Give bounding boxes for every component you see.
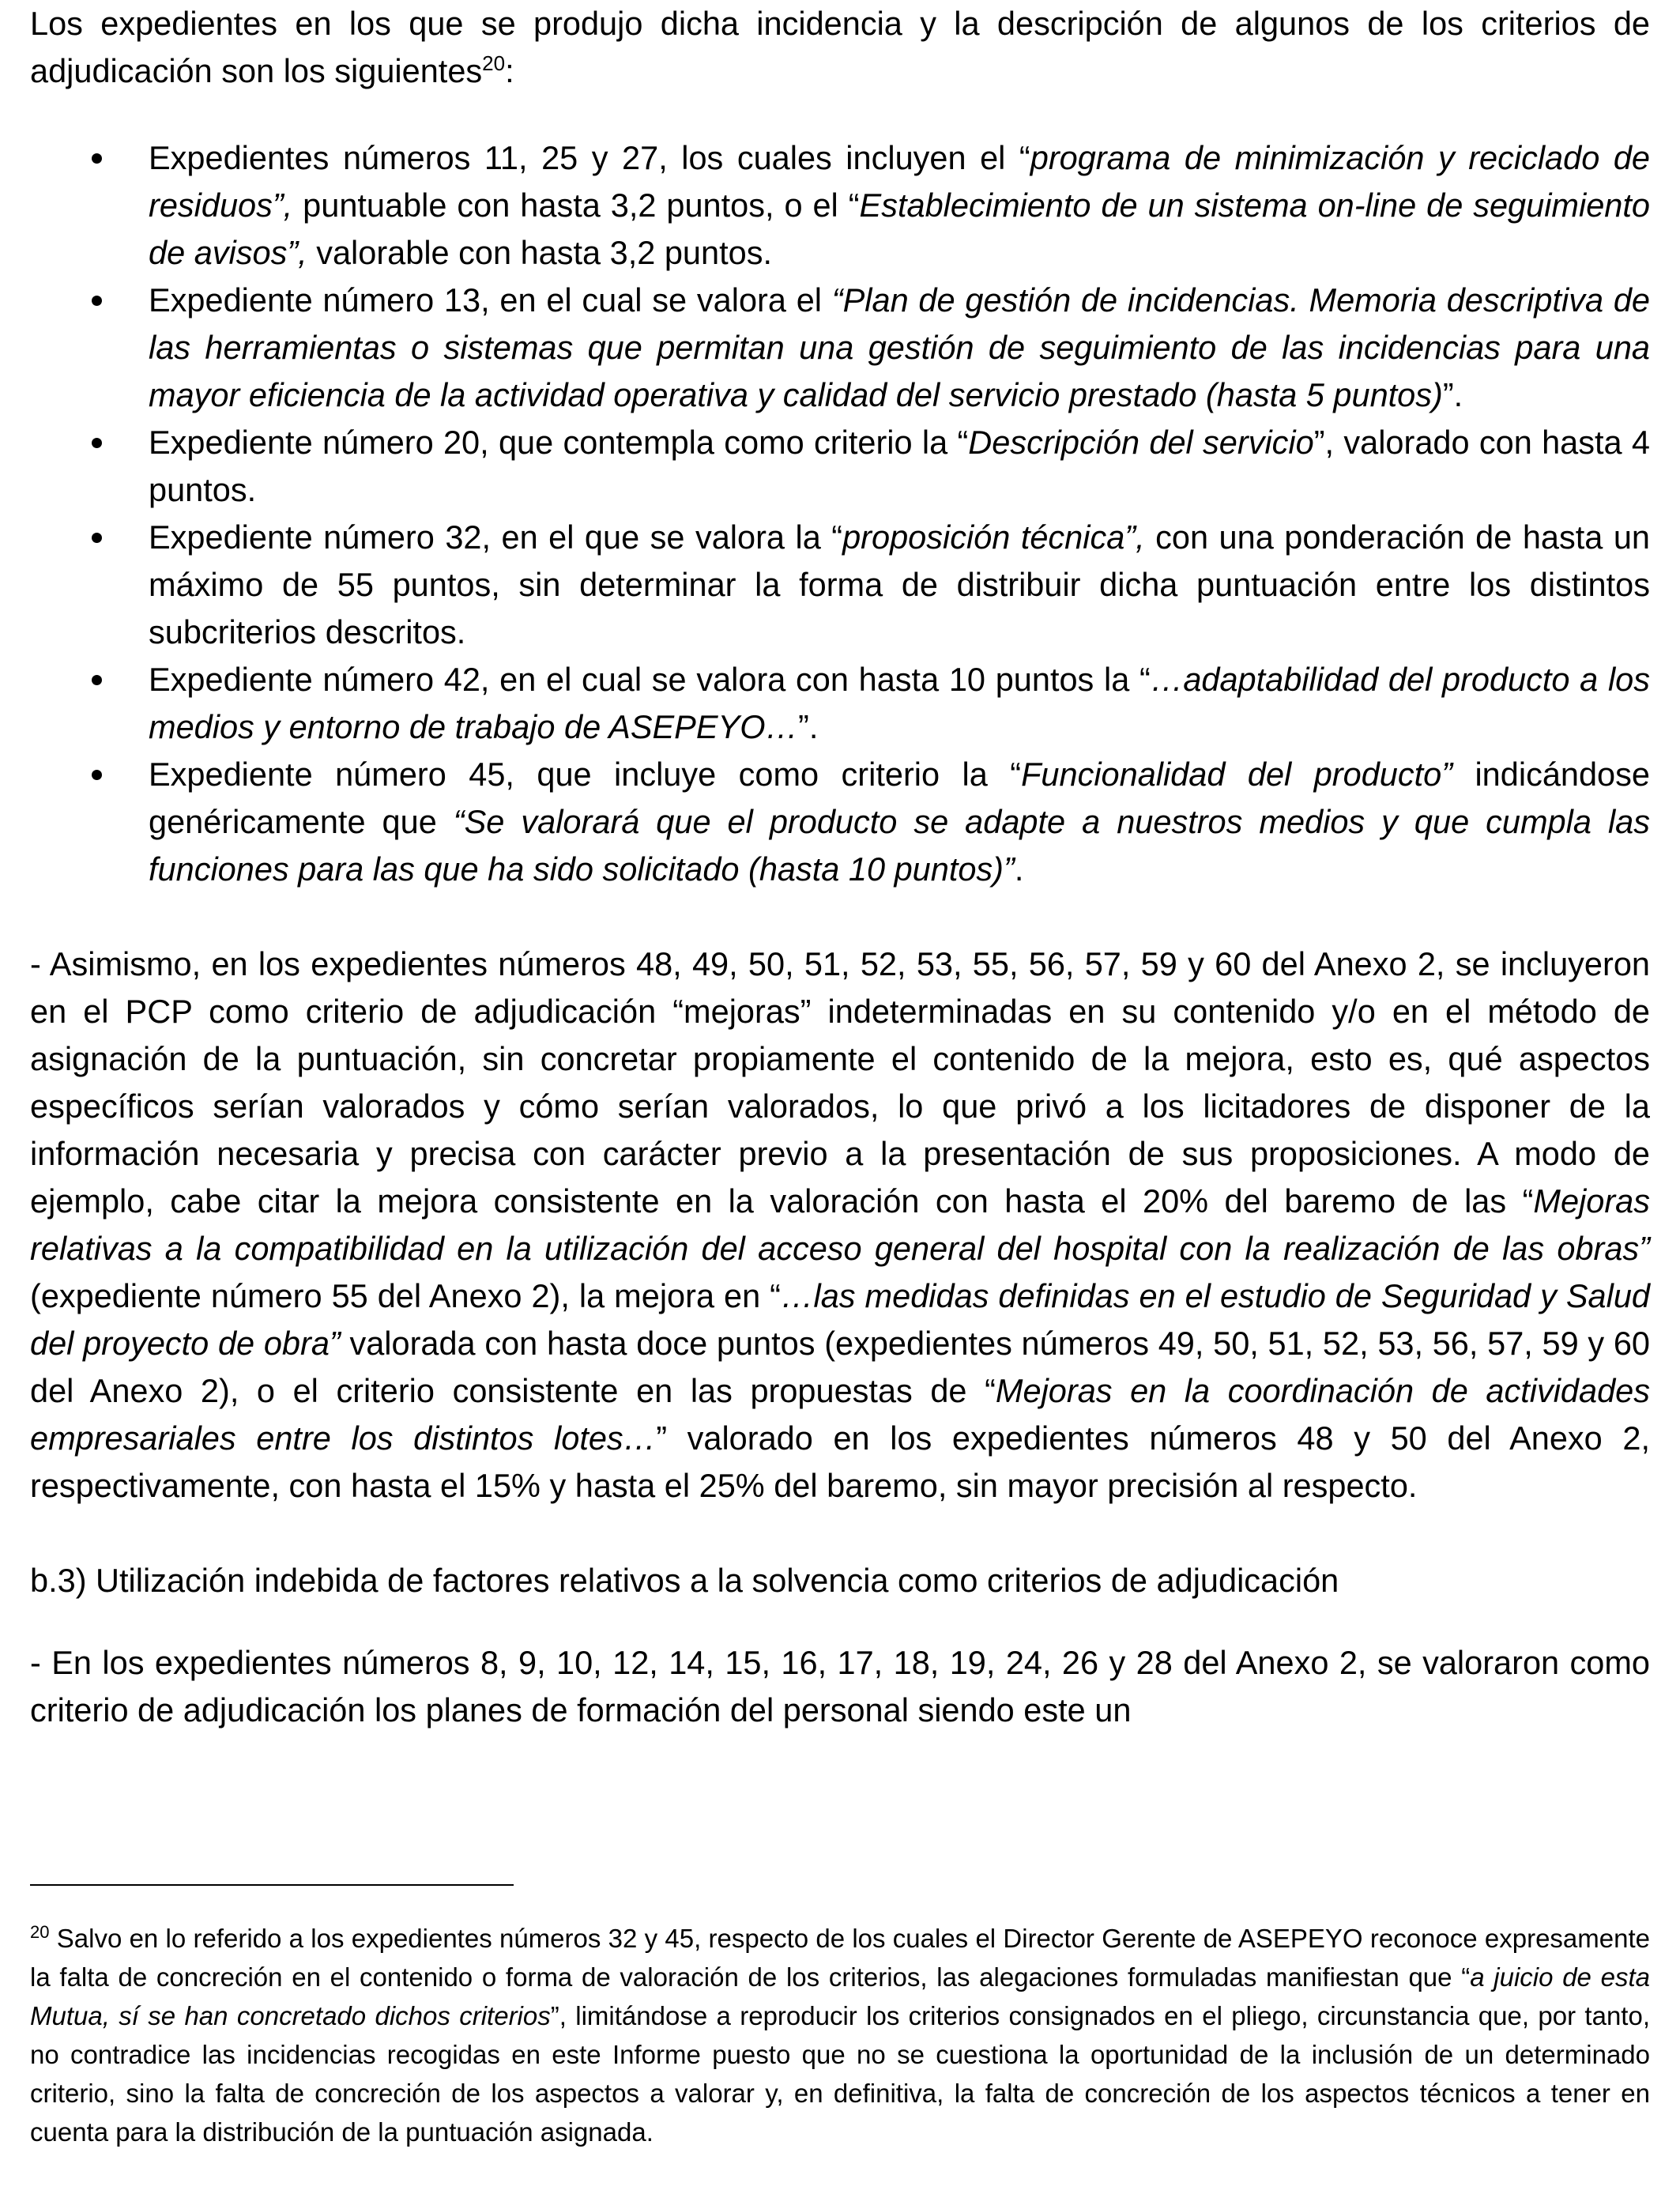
mejoras-paragraph: - Asimismo, en los expedientes números 48, 49, 50, 51, 52, 53, 55, 56, 57, 59 y 60 del Anexo 2, se incluyeron en el PCP como criterio de adjudicación “mejoras” indeterminadas en su contenido y/o en el método de asignación de la puntuación, sin concretar propiamente el contenido de la mejora, esto es, qué aspectos específicos serían valorados y cómo serían valorados, lo que privó a los licitadores de disponer de la información necesaria y precisa con carácter previo a la presentación de sus proposiciones. A modo de ejemplo, cabe citar la mejora consistente en la valoración con hasta el 20% del baremo de las “Mejoras relativas a la compatibilidad en la utilización del acceso general del hospital con la realización de las obras” (expediente número 55 del Anexo 2), la mejora en “…las medidas definidas en el estudio de Seguridad y Salud del proyecto de obra” valorada con hasta doce puntos (expedientes números 49, 50, 51, 52, 53, 56, 57, 59 y 60 del Anexo 2), o el criterio consistente en las propuestas de “Mejoras en la coordinación de actividades empresariales entre los distintos lotes…” valorado en los expedientes números 48 y 50 del Anexo 2, respectivamente, con hasta el 15% y hasta el 25% del baremo, sin mayor precisión al respecto. <box>30 945 1651 1504</box>
bullet-icon <box>92 153 102 164</box>
footnote-separator <box>30 1884 514 1886</box>
intro-text: Los expedientes en los que se produjo dicha incidencia y la descripción de algunos de los criterios de adjudicación son los siguientes <box>30 5 1650 89</box>
bullet-icon <box>92 438 102 448</box>
list-item: Expedientes números 11, 25 y 27, los cuales incluyen el “programa de minimización y reciclado de residuos”, puntuable con hasta 3,2 puntos, o el “Establecimiento de un sistema on-line de seguimiento de avisos”, valorable con hasta 3,2 puntos. <box>30 134 1650 277</box>
list-item: Expediente número 42, en el cual se valora con hasta 10 puntos la “…adaptabilidad del producto a los medios y entorno de trabajo de ASEPEYO…”. <box>30 656 1650 751</box>
list-item: Expediente número 13, en el cual se valora el “Plan de gestión de incidencias. Memoria descriptiva de las herramientas o sistemas que permitan una gestión de seguimiento de las incidencias para una mayor eficiencia de la actividad operativa y calidad del servicio prestado (hasta 5 puntos)”. <box>30 277 1650 419</box>
list-item: Expediente número 45, que incluye como criterio la “Funcionalidad del producto” indicándose genéricamente que “Se valorará que el producto se adapte a nuestros medios y que cumpla las funciones para las que ha sido solicitado (hasta 10 puntos)”. <box>30 751 1650 893</box>
footnote-number: 20 <box>30 1922 50 1942</box>
intro-colon: : <box>505 52 514 89</box>
criteria-list <box>30 134 1650 893</box>
list-item: Expediente número 20, que contempla como criterio la “Descripción del servicio”, valorado con hasta 4 puntos. <box>30 419 1650 514</box>
solvencia-paragraph: - En los expedientes números 8, 9, 10, 12, 14, 15, 16, 17, 18, 19, 24, 26 y 28 del Anexo 2, se valoraron como criterio de adjudicación los planes de formación del personal siendo este un <box>30 1644 1650 1728</box>
footnote-20: $^{20}$ Salvo en lo referido a los expedientes números 32 y 45, respecto de los cuales el Director Gerente de ASEPEYO reconoce expresamente la falta de concreción en el contenido o forma de valoración de los criterios, las alegaciones formuladas manifiestan que “a juicio de esta Mutua, sí se han concretado dichos criterios”, limitándose a reproducir los criterios consignados en el pliego, circunstancia que, por tanto, no contradice las incidencias recogidas en este Informe puesto que no se cuestiona la oportunidad de la inclusión de un determinado criterio, sino la falta de concreción de los aspectos a valorar y, en definitiva, la falta de concreción de los aspectos técnicos a tener en cuenta para la distribución de la puntuación asignada. <box>30 1922 1650 2147</box>
bullet-icon <box>92 675 102 685</box>
bullet-icon <box>92 296 102 306</box>
list-item: Expediente número 32, en el que se valora la “proposición técnica”, con una ponderación de hasta un máximo de 55 puntos, sin determinar la forma de distribuir dicha puntuación entre los distintos subcriterios descritos. <box>30 514 1650 656</box>
footnote-reference[interactable]: 20 <box>482 51 506 76</box>
document-page <box>30 0 1651 2147</box>
intro-paragraph <box>30 0 1650 95</box>
section-heading-b3: b.3) Utilización indebida de factores relativos a la solvencia como criterios de adjudicación <box>30 1562 1339 1599</box>
bullet-icon <box>92 770 102 780</box>
bullet-icon <box>92 533 102 543</box>
